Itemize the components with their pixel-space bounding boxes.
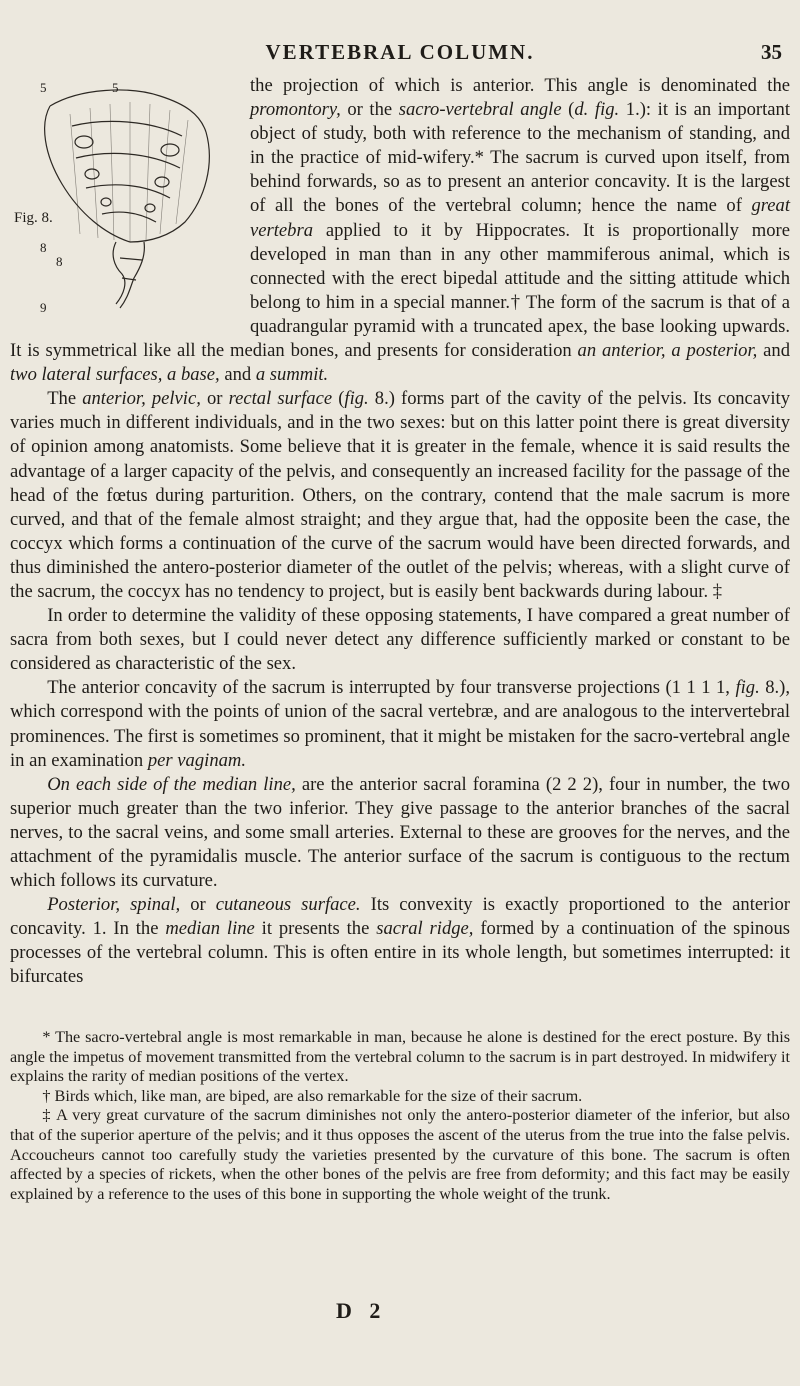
italic-run: fig. bbox=[344, 388, 369, 410]
italic-run: sacral ridge, bbox=[376, 918, 474, 940]
paragraph: The anterior concavity of the sacrum is interrupted by four transverse projections (1 1 1 1, fig. 8.), which correspond with the points of union of the sacral vertebræ, and are analogous to the intervertebral prominences. The first is sometimes so prominent, that it might be mistaken for the sacro-vertebral angle in an examination per vaginam. bbox=[10, 677, 791, 771]
footnote: † Birds which, like man, are biped, are also remarkable for the size of their sacrum. bbox=[42, 1086, 583, 1105]
page-number: 35 bbox=[761, 40, 782, 64]
figure-number-label: 5 bbox=[112, 80, 119, 95]
italic-run: median line bbox=[165, 918, 255, 940]
paragraph: The anterior, pelvic, or rectal surface (fig. 8.) forms part of the cavity of the pelvis. Its concavity varies much in different individuals, and in the two sexes: but on this latter point there is great diversity of opinion among anatomists. Some believe that it is greater in the female, whence it is said results the advantage of a larger capacity of the pelvis, and consequently an increased facility for the passage of the head of the fœtus during parturition. Others, on the contrary, contend that the male sacrum is more curved, and that of the female almost straight; and they argue that, had the opposite been the case, the coccyx which forms a continuation of the curve of the sacrum would have been directed forwards, and thus diminished the antero-posterior diameter of the outlet of the pelvis; whereas, with a slight curve of the sacrum, the coccyx has no tendency to project, but is easily bent backwards during labour. ‡ bbox=[10, 388, 790, 602]
italic-run: per vaginam. bbox=[147, 749, 246, 771]
signature-mark: D 2 bbox=[336, 1298, 387, 1323]
italic-run: cutaneous surface. bbox=[215, 894, 361, 916]
italic-run: great vertebra bbox=[250, 195, 790, 241]
figure-caption: Fig. 8. bbox=[14, 210, 53, 226]
italic-run: a summit. bbox=[255, 364, 329, 386]
footnote: ‡ A very great curvature of the sacrum diminishes not only the antero-posterior diameter of the inferior, but also that of the superior aperture of the pelvis; and it thus opposes the ascent of the uterus from the true into the false pelvis. Accoucheurs cannot too carefully study the varieties presented by the curvature of this bone. The sacrum is often affected by a species of rickets, when the other bones of the pelvis are free from deformity; and this fact may be easily explained by a reference to the uses of this bone in supporting the whole weight of the trunk. bbox=[10, 1106, 790, 1203]
sacrum-illustration bbox=[10, 74, 240, 334]
italic-run: On each side of the median line, bbox=[47, 773, 296, 795]
italic-run: promontory, bbox=[250, 99, 341, 121]
figure-number-label: 9 bbox=[40, 300, 47, 315]
figure-number-label: 8 bbox=[56, 254, 63, 269]
italic-run: d. fig. bbox=[574, 99, 620, 121]
italic-run: anterior, pelvic, bbox=[82, 388, 201, 410]
italic-run: two lateral surfaces, a base, bbox=[10, 364, 220, 386]
footnote: * The sacro-vertebral angle is most remarkable in man, because he alone is destined for the erect posture. By this angle the impetus of movement transmitted from the vertebral column to the sacrum is in part destroyed. In midwifery it explains the rarity of median positions of the vertex. bbox=[10, 1028, 790, 1086]
sacrum-figure bbox=[10, 74, 240, 334]
italic-run: Posterior, spinal, bbox=[47, 894, 181, 916]
italic-run: sacro-vertebral angle bbox=[398, 99, 562, 121]
figure-number-label: 5 bbox=[40, 80, 47, 95]
footnotes bbox=[10, 1028, 790, 1204]
paragraph: the projection of which is anterior. This angle is denominated the promontory, or the sacro-vertebral angle (d. fig. 1.): it is an important object of study, both with reference to the mechanism of standing, and in the practice of mid-wifery.* The sacrum is curved upon itself, from behind forwards, so as to present an anterior concavity. It is the largest of all the bones of the vertebral column; hence the name of great vertebra applied to it by Hippocrates. It is proportionally more developed in man than in any other mammiferous animal, which is connected with the erect bipedal attitude and the sitting attitude which belong to him in a special manner.† The form of the sacrum is that of a quadrangular pyramid with a truncated apex, the base looking upwards. It is symmetrical like all the median bones, and presents for consideration an anterior, a posterior, and two lateral surfaces, a base, and a summit. bbox=[10, 75, 791, 386]
figure-number-label: 8 bbox=[40, 240, 47, 255]
body-text bbox=[10, 74, 790, 990]
italic-run: an anterior, a posterior, bbox=[577, 340, 758, 362]
italic-run: rectal surface bbox=[228, 388, 333, 410]
page-header bbox=[0, 40, 800, 70]
paragraph: On each side of the median line, are the anterior sacral foramina (2 2 2), four in number, the two superior much greater than the two inferior. They give passage to the anterior branches of the sacral nerves, to the sacral veins, and some small arteries. External to these are grooves for the nerves, and the attachment of the pyramidalis muscle. The anterior surface of the sacrum is contiguous to the rectum which follows its curvature. bbox=[10, 773, 790, 892]
italic-run: fig. bbox=[735, 677, 760, 699]
paragraph: Posterior, spinal, or cutaneous surface. Its convexity is exactly proportioned to the anterior concavity. 1. In the median line it presents the sacral ridge, formed by a continuation of the spinous processes of the vertebral column. This is often entire in its whole length, but sometimes interrupted: it bifurcates bbox=[10, 894, 791, 988]
paragraph: In order to determine the validity of these opposing statements, I have compared a great number of sacra from both sexes, but I could never detect any difference sufficiently marked or constant to be considered as characteristic of the sex. bbox=[10, 605, 790, 675]
running-title: VERTEBRAL COLUMN. bbox=[265, 40, 535, 64]
